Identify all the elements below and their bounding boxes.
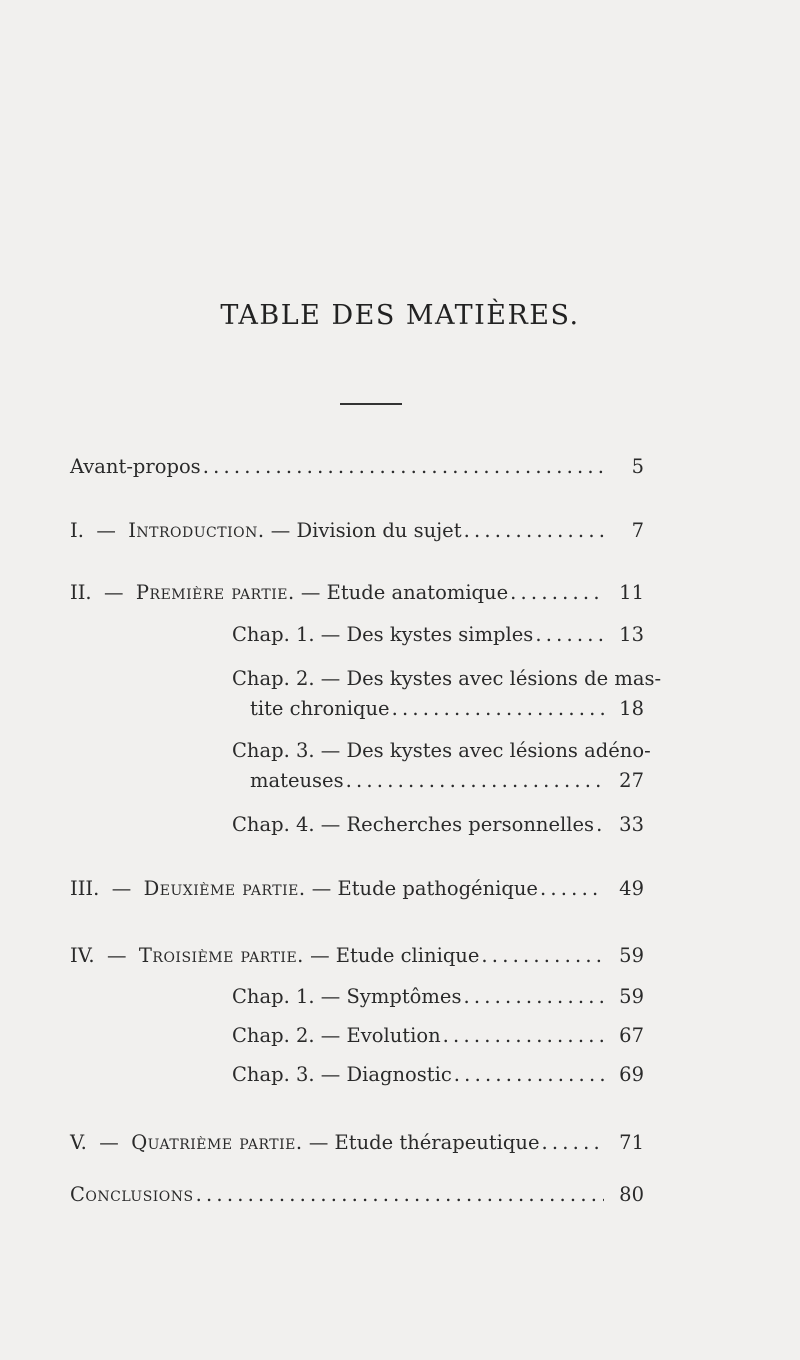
dot-leader: [540, 876, 604, 902]
part-number: III.: [70, 877, 100, 900]
dot-leader: [481, 943, 604, 969]
toc-entry-conclusions: [70, 1182, 644, 1208]
dot-leader: [203, 454, 604, 480]
entry-text: Conclusions: [70, 1183, 194, 1206]
entry-text: — Etude thérapeutique: [308, 1131, 540, 1154]
part-dash: —: [111, 877, 132, 900]
part-heading: Introduction.: [128, 519, 265, 542]
entry-text: — Symptômes: [320, 985, 462, 1008]
page-number: 69: [619, 1063, 644, 1086]
toc-entry-chap-4: [232, 812, 644, 838]
page-number: 33: [619, 813, 644, 836]
part-number: II.: [70, 581, 92, 604]
part-number: IV.: [70, 944, 95, 967]
page-number: 11: [619, 581, 644, 604]
dot-leader: [510, 580, 604, 606]
dot-leader: [196, 1182, 604, 1208]
part-dash: —: [104, 581, 124, 604]
toc-entry-troisieme-partie: [70, 943, 644, 969]
page-number: 49: [619, 877, 644, 900]
entry-text: — Des kystes simples: [320, 623, 534, 646]
page-title: TABLE DES MATIÈRES.: [220, 300, 580, 331]
page-number: 27: [619, 769, 644, 792]
chapter-label: Chap. 3.: [232, 739, 315, 762]
toc-entry-chap-2: [232, 666, 662, 722]
page-number: 71: [619, 1131, 644, 1154]
chapter-label: Chap. 2.: [232, 667, 315, 690]
dot-leader: [463, 984, 604, 1010]
part-heading: Deuxième partie.: [143, 877, 306, 900]
page-number: 80: [619, 1183, 644, 1206]
entry-continuation: tite chronique: [250, 697, 390, 720]
entry-text: — Division du sujet: [270, 519, 462, 542]
part-heading: Première partie.: [135, 581, 295, 604]
chapter-label: Chap. 4.: [232, 813, 315, 836]
toc-entry-iv-chap-2: [232, 1023, 644, 1049]
toc-entry-avant-propos: [70, 454, 644, 480]
entry-text: — Etude clinique: [310, 944, 480, 967]
entry-text: — Recherches personnelles: [320, 813, 595, 836]
entry-text: — Evolution: [320, 1024, 441, 1047]
entry-text: — Diagnostic: [320, 1063, 452, 1086]
page-number: 59: [619, 985, 644, 1008]
toc-entry-premiere-partie: [70, 580, 644, 606]
part-number: I.: [70, 519, 84, 542]
dot-leader: [541, 1130, 604, 1156]
toc-entry-introduction: [70, 518, 644, 544]
title-rule: [340, 403, 402, 405]
page-number: 18: [619, 697, 644, 720]
chapter-label: Chap. 3.: [232, 1063, 315, 1086]
entry-continuation: mateuses: [250, 769, 344, 792]
entry-text: — Des kystes avec lésions adéno-: [320, 739, 651, 762]
page-number: 67: [619, 1024, 644, 1047]
part-dash: —: [106, 944, 127, 967]
part-heading: Troisième partie.: [138, 944, 304, 967]
dot-leader: [392, 696, 604, 722]
entry-text: — Des kystes avec lésions de mas-: [320, 667, 662, 690]
part-number: V.: [70, 1131, 87, 1154]
dot-leader: [346, 768, 604, 794]
toc-entry-quatrieme-partie: [70, 1130, 644, 1156]
entry-text: — Etude anatomique: [300, 581, 509, 604]
toc-entry-iv-chap-3: [232, 1062, 644, 1088]
toc-entry-chap-3: [232, 738, 651, 794]
toc-entry-iv-chap-1: [232, 984, 644, 1010]
part-dash: —: [99, 1131, 119, 1154]
dot-leader: [454, 1062, 604, 1088]
toc-entry-deuxieme-partie: [70, 876, 644, 902]
entry-text: — Etude pathogénique: [311, 877, 538, 900]
page-number: 5: [631, 455, 644, 478]
chapter-label: Chap. 1.: [232, 623, 315, 646]
chapter-label: Chap. 1.: [232, 985, 315, 1008]
chapter-label: Chap. 2.: [232, 1024, 315, 1047]
dot-leader: [464, 518, 604, 544]
part-heading: Quatrième partie.: [131, 1131, 303, 1154]
dot-leader: [596, 812, 604, 838]
entry-text: Avant-propos: [70, 455, 201, 478]
toc-entry-chap-1: [232, 622, 644, 648]
page-number: 7: [631, 519, 644, 542]
dot-leader: [535, 622, 604, 648]
page-number: 59: [619, 944, 644, 967]
part-dash: —: [96, 519, 116, 542]
dot-leader: [443, 1023, 604, 1049]
page-number: 13: [619, 623, 644, 646]
